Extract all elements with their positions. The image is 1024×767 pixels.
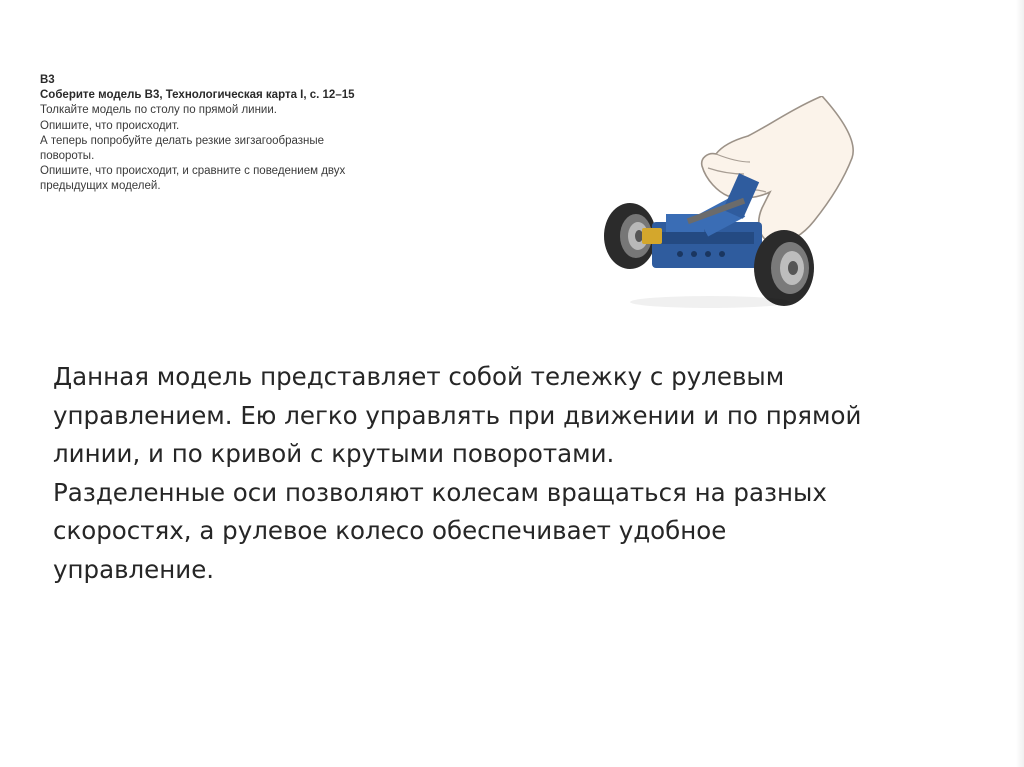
cart-frame-icon bbox=[652, 173, 762, 268]
task-line: повороты. bbox=[40, 150, 95, 163]
task-card bbox=[40, 73, 500, 195]
hand-pushing-cart-icon bbox=[590, 96, 880, 316]
description-line: управлением. Ею легко управлять при движении и по прямой bbox=[53, 400, 862, 430]
description-line: Данная модель представляет собой тележку с рулевым bbox=[53, 362, 785, 391]
description-line: линии, и по кривой с крутыми поворотами. bbox=[53, 439, 615, 468]
description-text bbox=[53, 358, 983, 589]
right-wheel-icon bbox=[754, 230, 814, 306]
axle-icon bbox=[642, 228, 662, 244]
task-line: Толкайте модель по столу по прямой линии. bbox=[40, 104, 277, 117]
lego-cart-illustration bbox=[590, 96, 880, 316]
task-code: В3 bbox=[40, 74, 55, 86]
description-line: управление. bbox=[53, 554, 215, 584]
task-line: Опишите, что происходит. bbox=[40, 119, 180, 132]
task-line: А теперь попробуйте делать резкие зигзагообразные bbox=[40, 134, 325, 147]
task-heading: Соберите модель В3, Технологическая карта I, с. 12–15 bbox=[40, 89, 355, 102]
task-line: предыдущих моделей. bbox=[40, 180, 161, 193]
description-line: скоростях, а рулевое колесо обеспечивает удобное bbox=[53, 516, 727, 545]
description-line: Разделенные оси позволяют колесам вращаться на разных bbox=[53, 477, 827, 507]
task-line: Опишите, что происходит, и сравните с поведением двух bbox=[40, 165, 346, 178]
slide-edge bbox=[1016, 0, 1024, 767]
